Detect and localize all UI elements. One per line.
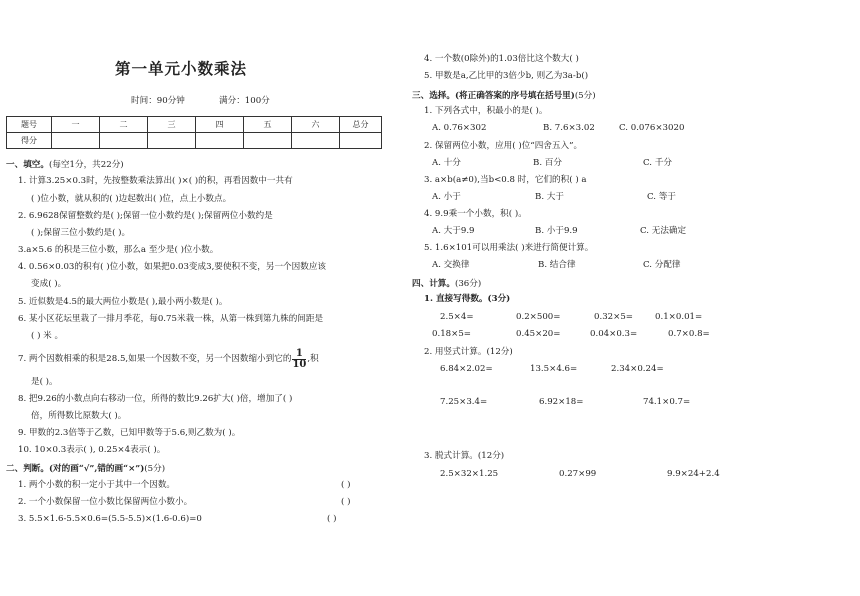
fill-q5: 5. 近似数是4.5的最大两位小数是( ),最小两小数是( )。 xyxy=(18,297,228,307)
vertical-problem: 74.1×0.7= xyxy=(643,397,691,407)
score-table-row-label: 得分 xyxy=(7,133,52,149)
calc-q3: 3. 脱式计算。(12分) xyxy=(424,451,505,461)
fill-q1-line2: ( )位小数，就从积的( )边起数出( )位，点上小数点。 xyxy=(31,194,232,204)
fill-q9: 9. 甲数的2.3倍等于乙数，已知甲数等于5.6,则乙数为( )。 xyxy=(18,428,241,438)
stepwise-problem: 0.27×99 xyxy=(559,469,597,479)
fill-q7-line1 xyxy=(18,347,319,371)
fraction-numerator: 1 xyxy=(292,349,306,360)
score-table-header-cell: 六 xyxy=(292,117,340,133)
section-3-heading xyxy=(412,89,596,101)
section-1-title: 一、填空。 xyxy=(6,160,49,170)
oral-problem: 0.2×500= xyxy=(516,312,561,322)
score-table-score-row xyxy=(7,133,382,149)
vertical-problem: 6.84×2.02= xyxy=(440,364,493,374)
oral-problem: 2.5×4= xyxy=(440,312,474,322)
judge-q3-answer[interactable]: ( ) xyxy=(327,514,337,524)
score-table-header-cell: 五 xyxy=(244,117,292,133)
score-cell[interactable] xyxy=(244,133,292,149)
choice-q2-option-c[interactable]: C. 千分 xyxy=(643,158,672,168)
oral-problem: 0.7×0.8= xyxy=(668,329,710,339)
section-4-heading xyxy=(412,277,481,289)
score-table-header-cell: 三 xyxy=(148,117,196,133)
fill-q4-line2: 变成( )。 xyxy=(31,279,67,289)
section-1-heading xyxy=(6,158,124,170)
choice-q5-option-c[interactable]: C. 分配律 xyxy=(643,260,681,270)
fill-q2-line2: ( );保留三位小数约是( )。 xyxy=(31,228,131,238)
section-3-note: (5分) xyxy=(574,91,596,101)
exam-full-score: 满分：100分 xyxy=(219,96,270,106)
choice-q5: 5. 1.6×101可以用乘法( )来进行简便计算。 xyxy=(424,243,594,253)
one-tenth-fraction xyxy=(292,349,306,370)
vertical-problem: 2.34×0.24= xyxy=(611,364,664,374)
choice-q1-option-c[interactable]: C. 0.076×3020 xyxy=(619,123,685,133)
score-cell[interactable] xyxy=(148,133,196,149)
judge-q2-answer[interactable]: ( ) xyxy=(341,497,351,507)
choice-q4-option-c[interactable]: C. 无法确定 xyxy=(640,226,687,236)
choice-q1: 1. 下列各式中，积最小的是( )。 xyxy=(424,106,548,116)
fill-q7-text-end: ,积 xyxy=(307,353,319,364)
vertical-problem: 7.25×3.4= xyxy=(440,397,488,407)
section-2-heading xyxy=(6,462,165,474)
fill-q8-line1: 8. 把9.26的小数点向右移动一位，所得的数比9.26扩大( )倍，增加了( ) xyxy=(18,394,293,404)
choice-q4: 4. 9.9乘一个小数，积( )。 xyxy=(424,209,527,219)
score-table-header-cell: 题号 xyxy=(7,117,52,133)
vertical-problem: 13.5×4.6= xyxy=(530,364,578,374)
fill-q3: 3.a×5.6 的积是三位小数，那么a 至少是( )位小数。 xyxy=(18,245,219,255)
section-4-note: (36分) xyxy=(454,279,482,289)
oral-problem: 0.18×5= xyxy=(432,329,472,339)
fill-q7-line2: 是( )。 xyxy=(31,377,58,387)
oral-problem: 0.04×0.3= xyxy=(590,329,638,339)
oral-problem: 0.1×0.01= xyxy=(655,312,703,322)
score-table xyxy=(6,116,382,149)
choice-q2-option-a[interactable]: A. 十分 xyxy=(432,158,461,168)
score-table-header-cell: 一 xyxy=(52,117,100,133)
section-1-note: (每空1分，共22分) xyxy=(48,160,124,170)
exam-time: 时间：90分钟 xyxy=(131,96,185,106)
choice-q4-option-b[interactable]: B. 小于9.9 xyxy=(535,226,578,236)
fill-q7-text: 7. 两个因数相乘的积是28.5,如果一个因数不变，另一个因数缩小到它的 xyxy=(18,353,292,364)
choice-q2: 2. 保留两位小数，应用( )位“四舍五入”。 xyxy=(424,141,583,151)
calc-q2: 2. 用竖式计算。(12分) xyxy=(424,347,513,357)
fill-q6-line1: 6. 某小区花坛里栽了一排月季花，每0.75米栽一株，从第一株到第九株的间距是 xyxy=(18,314,324,324)
score-cell[interactable] xyxy=(292,133,340,149)
score-table-header-cell: 二 xyxy=(100,117,148,133)
stepwise-problem: 2.5×32×1.25 xyxy=(440,469,499,479)
score-table-header-cell: 总分 xyxy=(340,117,382,133)
oral-problem: 0.32×5= xyxy=(594,312,634,322)
section-4-title: 四、计算。 xyxy=(412,279,455,289)
fill-q6-line2: ( ) 米 。 xyxy=(31,331,64,341)
choice-q1-option-b[interactable]: B. 7.6×3.02 xyxy=(543,123,595,133)
section-3-title: 三、选择。(将正确答案的序号填在括号里) xyxy=(412,91,575,101)
oral-problem: 0.45×20= xyxy=(516,329,561,339)
calc-q1: 1. 直接写得数。(3分) xyxy=(424,294,511,304)
choice-q3-option-c[interactable]: C. 等于 xyxy=(647,192,676,202)
choice-q1-option-a[interactable]: A. 0.76×302 xyxy=(432,123,487,133)
judge-q3: 3. 5.5×1.6-5.5×0.6=(5.5-5.5)×(1.6-0.6)=0 xyxy=(18,514,202,524)
fill-q1-line1: 1. 计算3.25×0.3时，先按整数乘法算出( )×( )的积，再看因数中一共有 xyxy=(18,176,293,186)
fill-q2-line1: 2. 6.9628保留整数约是( );保留一位小数约是( );保留两位小数约是 xyxy=(18,211,273,221)
score-cell[interactable] xyxy=(196,133,244,149)
score-table-header-row xyxy=(7,117,382,133)
judge-q2: 2. 一个小数保留一位小数比保留两位小数小。 xyxy=(18,497,193,507)
page-title: 第一单元小数乘法 xyxy=(115,59,248,78)
choice-q3-option-a[interactable]: A. 小于 xyxy=(432,192,461,202)
fill-q4-line1: 4. 0.56×0.03的积有( )位小数，如果把0.03变成3,要使积不变，另一个因数应该 xyxy=(18,262,327,272)
choice-q5-option-b[interactable]: B. 结合律 xyxy=(538,260,576,270)
judge-q5: 5. 甲数是a,乙比甲的3倍少b, 则乙为3a-b() xyxy=(424,71,589,81)
choice-q4-option-a[interactable]: A. 大于9.9 xyxy=(432,226,475,236)
stepwise-problem: 9.9×24+2.4 xyxy=(667,469,720,479)
fraction-denominator: 10 xyxy=(292,358,307,370)
score-cell[interactable] xyxy=(52,133,100,149)
choice-q3-option-b[interactable]: B. 大于 xyxy=(535,192,564,202)
section-2-title: 二、判断。(对的画“√”,错的画“×”) xyxy=(6,464,145,474)
vertical-problem: 6.92×18= xyxy=(539,397,584,407)
choice-q5-option-a[interactable]: A. 交换律 xyxy=(432,260,470,270)
choice-q2-option-b[interactable]: B. 百分 xyxy=(533,158,562,168)
fill-q8-line2: 倍，所得数比原数大( )。 xyxy=(31,411,127,421)
section-2-note: (5分) xyxy=(144,464,166,474)
score-cell[interactable] xyxy=(340,133,382,149)
judge-q1-answer[interactable]: ( ) xyxy=(341,480,351,490)
score-cell[interactable] xyxy=(100,133,148,149)
fill-q10: 10. 10×0.3表示( ), 0.25×4表示( )。 xyxy=(18,445,166,455)
score-table-header-cell: 四 xyxy=(196,117,244,133)
judge-q1: 1. 两个小数的积一定小于其中一个因数。 xyxy=(18,480,176,490)
judge-q4: 4. 一个数(0除外)的1.03倍比这个数大( ) xyxy=(424,54,579,64)
choice-q3: 3. a×b(a≠0),当b<0.8 时，它们的积( ) a xyxy=(424,175,587,185)
